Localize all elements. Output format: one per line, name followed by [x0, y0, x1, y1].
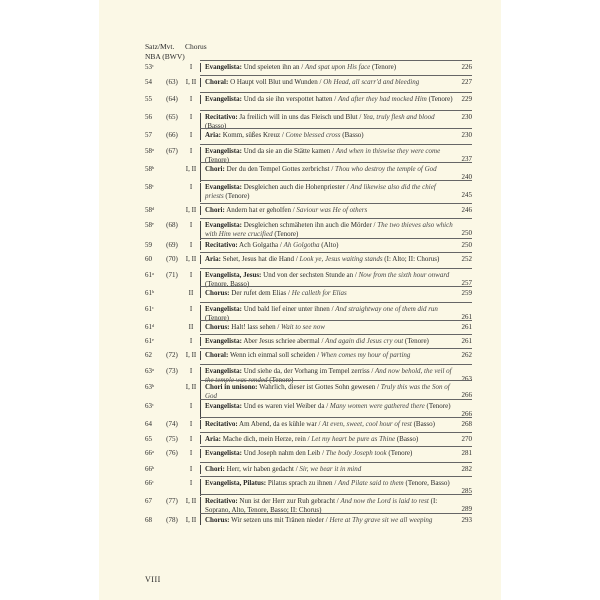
satz-number: 53ᶜ [145, 63, 154, 71]
row-separator [200, 446, 472, 447]
satz-number: 66ᵇ [145, 465, 155, 473]
entry-german: Und da sie an die Stätte kamen [243, 147, 331, 155]
entry-german: Am Abend, da es kühle war [239, 420, 317, 428]
entry-voice: (Tenore, Basso) [205, 280, 250, 289]
entry-german: Aber Jesus schriee abermal [243, 337, 320, 345]
entry-german: Der rufet dem Elias [231, 289, 287, 297]
entry-english: Here at Thy grave sit we all weeping [329, 516, 433, 524]
entry-text: Evangelista: Aber Jesus schriee abermal / And again did Jesus cry out (Tenore) [200, 337, 453, 346]
entry-page: 246 [461, 206, 472, 214]
entry-title: Chori in unisono: [205, 383, 258, 391]
satz-number: 58ᵈ [145, 206, 155, 214]
entry-german: Und es waren viel Weiber da [243, 402, 325, 410]
chorus-number: II [188, 323, 194, 331]
chorus-number: I [189, 183, 193, 191]
entry-english: Oh Head, all scarr'd and bleeding [323, 78, 420, 86]
entry-english: And likewise also did the chief priests [205, 183, 436, 201]
satz-number: 68 [145, 516, 152, 524]
entry-german: Und bald lief einer unter ihnen [243, 305, 330, 313]
satz-number: 58ᵇ [145, 165, 155, 173]
entry-page: 240 [461, 173, 472, 181]
entry-english: And when in thiswise they were come [335, 147, 441, 155]
entry-text: Evangelista: Und es waren viel Weiber da / Many women were gathered there (Tenore) [200, 402, 453, 419]
row-separator [200, 128, 472, 129]
row-separator [200, 286, 472, 287]
chorus-number: I [189, 479, 193, 487]
entry-text: Chori: Herr, wir haben gedacht / Sir, we bear it in mind [200, 465, 453, 474]
entry-title: Recitativo: [205, 497, 238, 505]
entry-title: Evangelista: [205, 183, 242, 191]
entry-german: Desgleichen schmäheten ihn auch die Mörder [243, 221, 372, 229]
row-separator [200, 268, 472, 269]
entry-english: And straightway one of them did run [335, 305, 438, 313]
entry-title: Chorus: [205, 516, 230, 524]
entry-german: Und Joseph nahm den Leib [243, 449, 321, 457]
chorus-number: I [189, 271, 193, 279]
entry-text: Evangelista: Und Joseph nahm den Leib / The body Joseph took (Tenore) [200, 449, 453, 458]
entry-english: Ah Golgotha [283, 241, 320, 249]
entry-title: Chori: [205, 465, 225, 473]
entry-text: Evangelista: Und siehe da, der Vorhang im Tempel zerriss / And now behold, the veil of the temple was rended (Tenore) [200, 367, 453, 386]
entry-german: Halt! lass sehen [231, 323, 276, 331]
entry-page: 266 [461, 391, 472, 399]
entry-english: Come blessed cross [285, 131, 341, 139]
satz-number: 58ᶜ [145, 183, 154, 191]
entry-title: Evangelista, Jesus: [205, 271, 262, 279]
entry-german: Mache dich, mein Herze, rein [222, 435, 306, 443]
entry-title: Evangelista: [205, 449, 242, 457]
entry-english: Sir, we bear it in mind [299, 465, 362, 473]
entry-title: Chorus: [205, 289, 230, 297]
entry-title: Chori: [205, 165, 225, 173]
entry-title: Evangelista: [205, 95, 242, 103]
entry-german: Der du den Tempel Gottes zerbrichst [226, 165, 330, 173]
entry-german: Und da sie ihn verspottet hatten [243, 95, 333, 103]
bwv-number: (66) [166, 131, 178, 139]
entry-voice: (Alto) [321, 241, 339, 249]
entry-german: Pilatus sprach zu ihnen [267, 479, 333, 487]
chorus-number: I [189, 95, 193, 103]
entry-page: 281 [461, 449, 472, 457]
entry-voice: (Basso) [413, 420, 435, 428]
entry-voice: (Tenore) [428, 95, 453, 103]
entry-page: 257 [461, 279, 472, 287]
satz-number: 56 [145, 113, 152, 121]
entry-text: Evangelista, Jesus: Und von der sechsten Stunde an / Now from the sixth hour onward (Tenore, Basso) [200, 271, 453, 290]
row-separator [200, 218, 472, 219]
entry-english: And Pilate said to them [338, 479, 404, 487]
entry-german: Nun ist der Herr zur Ruh gebracht [239, 497, 336, 505]
entry-page: 227 [461, 78, 472, 86]
entry-title: Evangelista: [205, 63, 242, 71]
entry-title: Evangelista: [205, 147, 242, 155]
entry-text: Choral: Wenn ich einmal soll scheiden / When comes my hour of parting [200, 351, 453, 360]
entry-text: Evangelista: Desgleichen auch die Hohenpriester / And likewise also did the chief priests (Tenore) [200, 183, 453, 202]
chorus-number: I [189, 131, 193, 139]
entry-german: Wahrlich, dieser ist Gottes Sohn gewesen [259, 383, 376, 391]
entry-german: O Haupt voll Blut und Wunden [230, 78, 318, 86]
chorus-number: I [189, 367, 193, 375]
satz-number: 64 [145, 420, 152, 428]
chorus-number: I, II [185, 383, 197, 391]
entry-english: And spat upon His face [304, 63, 371, 71]
bwv-number: (63) [166, 78, 178, 86]
entry-german: Herr, wir haben gedacht [226, 465, 294, 473]
satz-number: 61ᵈ [145, 323, 155, 331]
chorus-number: I, II [185, 351, 197, 359]
chorus-number: II [188, 289, 194, 297]
row-separator [200, 513, 472, 514]
entry-english: Truly this was the Son of God [205, 383, 450, 401]
entry-title: Chorus: [205, 323, 230, 331]
chorus-number: I [189, 449, 193, 457]
entry-page: 266 [461, 410, 472, 418]
entry-page: 250 [461, 229, 472, 237]
row-separator [200, 60, 472, 61]
entry-german: Wenn ich einmal soll scheiden [229, 351, 316, 359]
entry-english: Let my heart be pure as Thine [311, 435, 396, 443]
entry-page: 261 [461, 313, 472, 321]
entry-voice: (Tenore) [205, 314, 229, 323]
satz-number: 58ᵃ [145, 147, 154, 155]
row-separator [200, 320, 472, 321]
chorus-number: I, II [185, 78, 197, 86]
entry-text: Chorus: Halt! lass sehen / Wait to see now [200, 323, 453, 332]
entry-title: Evangelista: [205, 221, 242, 229]
entry-title: Recitativo: [205, 420, 238, 428]
entry-english: Yea, truly flesh and blood [363, 113, 435, 121]
entry-text: Choral: O Haupt voll Blut und Wunden / Oh Head, all scarr'd and bleeding [200, 78, 453, 87]
entry-text: Evangelista: Und speieten ihn an / And spat upon His face (Tenore) [200, 63, 453, 72]
entry-voice: (Tenore) [426, 402, 451, 410]
satz-number: 63ᵇ [145, 383, 155, 391]
entry-page: 263 [461, 375, 472, 383]
entry-title: Evangelista: [205, 337, 242, 345]
bwv-number: (73) [166, 367, 178, 375]
entry-voice: (Tenore) [388, 449, 413, 457]
satz-number: 61ᵃ [145, 271, 154, 279]
entry-text: Chori in unisono: Wahrlich, dieser ist Gottes Sohn gewesen / Truly this was the Son of God [200, 383, 453, 402]
chorus-number: I [189, 241, 193, 249]
bwv-number: (77) [166, 497, 178, 505]
entry-voice: (Tenore) [372, 63, 397, 71]
satz-number: 66ᶜ [145, 479, 154, 487]
chorus-number: I [189, 305, 193, 313]
entry-voice: (Tenore) [269, 376, 294, 385]
entry-title: Recitativo: [205, 241, 238, 249]
entry-title: Evangelista: [205, 402, 242, 410]
entry-page: 226 [461, 63, 472, 71]
bwv-number: (76) [166, 449, 178, 457]
entry-german: Ja freilich will in uns das Fleisch und Blut [239, 113, 358, 121]
entry-title: Evangelista: [205, 367, 242, 375]
entry-text: Aria: Komm, süßes Kreuz / Come blessed cross (Basso) [200, 131, 453, 140]
row-separator [200, 494, 472, 495]
entry-german: Ach Golgatha [239, 241, 279, 249]
satz-number: 54 [145, 78, 152, 86]
entry-page: 259 [461, 289, 472, 297]
column-header-satz [145, 42, 185, 62]
chorus-number: I [189, 147, 193, 155]
entry-english: And again did Jesus cry out [325, 337, 404, 345]
chorus-number: I, II [185, 516, 197, 524]
entry-text: Aria: Mache dich, mein Herze, rein / Let my heart be pure as Thine (Basso) [200, 435, 453, 444]
header-line-2: NBA (BWV) [145, 52, 185, 61]
satz-number: 61ᵇ [145, 289, 155, 297]
chorus-number: I, II [185, 255, 197, 263]
chorus-number: I [189, 113, 193, 121]
satz-number: 65 [145, 435, 152, 443]
entry-text: Chorus: Wir setzen uns mit Tränen nieder / Here at Thy grave sit we all weeping [200, 516, 453, 525]
entry-title: Evangelista: [205, 305, 242, 313]
entry-title: Aria: [205, 435, 221, 443]
entry-english: At even, sweet, cool hour of rest [322, 420, 412, 428]
chorus-number: I [189, 221, 193, 229]
entry-english: Now from the sixth hour onward [358, 271, 450, 279]
entry-page: 261 [461, 337, 472, 345]
entry-title: Chori: [205, 206, 225, 214]
entry-english: Thou who destroy the temple of God [335, 165, 437, 173]
entry-page: 230 [461, 131, 472, 139]
entry-english: Look ye, Jesus waiting stands [299, 255, 383, 263]
entry-german: Und von der sechsten Stunde an [263, 271, 354, 279]
entry-voice: (Basso) [205, 122, 227, 131]
entry-text: Evangelista, Pilatus: Pilatus sprach zu ihnen / And Pilate said to them (Tenore, Basso) [200, 479, 453, 496]
satz-number: 61ᶜ [145, 305, 154, 313]
bwv-number: (67) [166, 147, 178, 155]
entry-title: Choral: [205, 78, 229, 86]
row-separator [200, 334, 472, 335]
row-separator [200, 417, 472, 418]
entry-english: Saviour was He of others [296, 206, 368, 214]
bwv-number: (75) [166, 435, 178, 443]
entry-text: Evangelista: Und bald lief einer unter ihnen / And straightway one of them did run (Tenore) [200, 305, 453, 324]
satz-number: 63ᶜ [145, 402, 154, 410]
chorus-number: I [189, 420, 193, 428]
entry-title: Recitativo: [205, 113, 238, 121]
entry-page: 270 [461, 435, 472, 443]
entry-voice: (Tenore, Basso) [405, 479, 450, 487]
satz-number: 58ᵉ [145, 221, 154, 229]
entry-text: Recitativo: Am Abend, da es kühle war / At even, sweet, cool hour of rest (Basso) [200, 420, 453, 429]
bwv-number: (65) [166, 113, 178, 121]
row-separator [200, 364, 472, 365]
entry-page: 237 [461, 155, 472, 163]
entry-voice: (Tenore) [225, 192, 250, 201]
entry-title: Aria: [205, 131, 221, 139]
entry-english: And after they had mocked Him [338, 95, 427, 103]
row-separator [200, 238, 472, 239]
entry-english: And now the Lord is laid to rest [340, 497, 429, 505]
entry-text: Chorus: Der rufet dem Elias / He calleth for Elias [200, 289, 453, 298]
bwv-number: (68) [166, 221, 178, 229]
bwv-number: (70) [166, 255, 178, 263]
entry-page: 250 [461, 241, 472, 249]
chorus-number: I, II [185, 206, 197, 214]
entry-english: The body Joseph took [325, 449, 387, 457]
row-separator [200, 75, 472, 76]
entry-text: Evangelista: Und da sie ihn verspottet hatten / And after they had mocked Him (Tenore) [200, 95, 453, 104]
entry-voice: (Basso) [342, 131, 364, 139]
satz-number: 57 [145, 131, 152, 139]
entry-text: Recitativo: Nun ist der Herr zur Ruh gebracht / And now the Lord is laid to rest (I: Soprano, Alto, Tenore, Basso; II: Chorus) [200, 497, 453, 516]
row-separator [200, 162, 472, 163]
entry-page: 268 [461, 420, 472, 428]
entry-voice: (Tenore) [274, 230, 299, 239]
entry-english: The two thieves also which with Him were crucified [205, 221, 453, 239]
entry-text: Chori: Andern hat er geholfen / Saviour was He of others [200, 206, 453, 215]
row-separator [200, 144, 472, 145]
row-separator [200, 399, 472, 400]
entry-page: 293 [461, 516, 472, 524]
row-separator [200, 110, 472, 111]
entry-title: Choral: [205, 351, 229, 359]
entry-page: 285 [461, 487, 472, 495]
entry-page: 245 [461, 191, 472, 199]
entry-german: Desgleichen auch die Hohenpriester [243, 183, 345, 191]
entry-text: Evangelista: Und da sie an die Stätte kamen / And when in thiswise they were come (Tenore) [200, 147, 453, 166]
row-separator [200, 476, 472, 477]
page-number: VIII [145, 575, 161, 584]
entry-english: And now behold, the veil of the temple was rended [205, 367, 452, 385]
entry-text: Recitativo: Ach Golgatha / Ah Golgotha (Alto) [200, 241, 453, 250]
bwv-number: (74) [166, 420, 178, 428]
row-separator [200, 180, 472, 181]
entry-english: He calleth for Elias [291, 289, 347, 297]
entry-page: 252 [461, 255, 472, 263]
header-line-1: Satz/Mvt. [145, 42, 175, 51]
entry-english: Wait to see now [281, 323, 325, 331]
entry-text: Recitativo: Ja freilich will in uns das Fleisch und Blut / Yea, truly flesh and blood (Basso) [200, 113, 453, 132]
satz-number: 61ᵉ [145, 337, 154, 345]
row-separator [200, 348, 472, 349]
chorus-number: I [189, 337, 193, 345]
chorus-number: I [189, 402, 193, 410]
satz-number: 60 [145, 255, 152, 263]
entry-voice: (I: Alto; II: Chorus) [384, 255, 440, 263]
satz-number: 59 [145, 241, 152, 249]
bwv-number: (78) [166, 516, 178, 524]
entry-english: Many women were gathered there [329, 402, 425, 410]
row-separator [200, 302, 472, 303]
satz-number: 62 [145, 351, 152, 359]
bwv-number: (69) [166, 241, 178, 249]
row-separator [200, 462, 472, 463]
entry-german: Und siehe da, der Vorhang im Tempel zerriss [243, 367, 370, 375]
entry-german: Sehet, Jesus hat die Hand [222, 255, 295, 263]
entry-german: Komm, süßes Kreuz [222, 131, 281, 139]
entry-page: 229 [461, 95, 472, 103]
satz-number: 63ᵃ [145, 367, 154, 375]
entry-text: Evangelista: Desgleichen schmäheten ihn auch die Mörder / The two thieves also which with Him were crucified (Tenore) [200, 221, 453, 240]
entry-voice: (Tenore) [404, 337, 429, 345]
row-separator [200, 432, 472, 433]
row-separator [200, 203, 472, 204]
column-header-chorus: Chorus [185, 42, 207, 51]
entry-page: 261 [461, 323, 472, 331]
entry-page: 230 [461, 113, 472, 121]
entry-voice: (Tenore) [205, 156, 229, 165]
entry-voice: (Basso) [396, 435, 419, 443]
entry-page: 282 [461, 465, 472, 473]
entry-page: 262 [461, 351, 472, 359]
entry-voice: (I: Soprano, Alto, Tenore, Basso; II: Chorus) [205, 497, 438, 515]
row-separator [200, 92, 472, 93]
bwv-number: (72) [166, 351, 178, 359]
entry-german: Und speieten ihn an [243, 63, 300, 71]
entry-text: Aria: Sehet, Jesus hat die Hand / Look ye, Jesus waiting stands (I: Alto; II: Chorus) [200, 255, 453, 264]
chorus-number: I [189, 435, 193, 443]
entry-german: Andern hat er geholfen [226, 206, 291, 214]
satz-number: 55 [145, 95, 152, 103]
entry-title: Aria: [205, 255, 221, 263]
chorus-number: I [189, 63, 193, 71]
entry-page: 289 [461, 505, 472, 513]
bwv-number: (64) [166, 95, 178, 103]
satz-number: 66ᵃ [145, 449, 154, 457]
entry-text: Chori: Der du den Tempel Gottes zerbrichst / Thou who destroy the temple of God [200, 165, 453, 182]
entry-english: When comes my hour of parting [320, 351, 411, 359]
entry-title: Evangelista, Pilatus: [205, 479, 267, 487]
satz-number: 67 [145, 497, 152, 505]
bwv-number: (71) [166, 271, 178, 279]
entry-german: Wir setzen uns mit Tränen nieder [231, 516, 324, 524]
chorus-number: I, II [185, 497, 197, 505]
row-separator [200, 380, 472, 381]
row-separator [200, 252, 472, 253]
chorus-number: I, II [185, 165, 197, 173]
chorus-number: I [189, 465, 193, 473]
